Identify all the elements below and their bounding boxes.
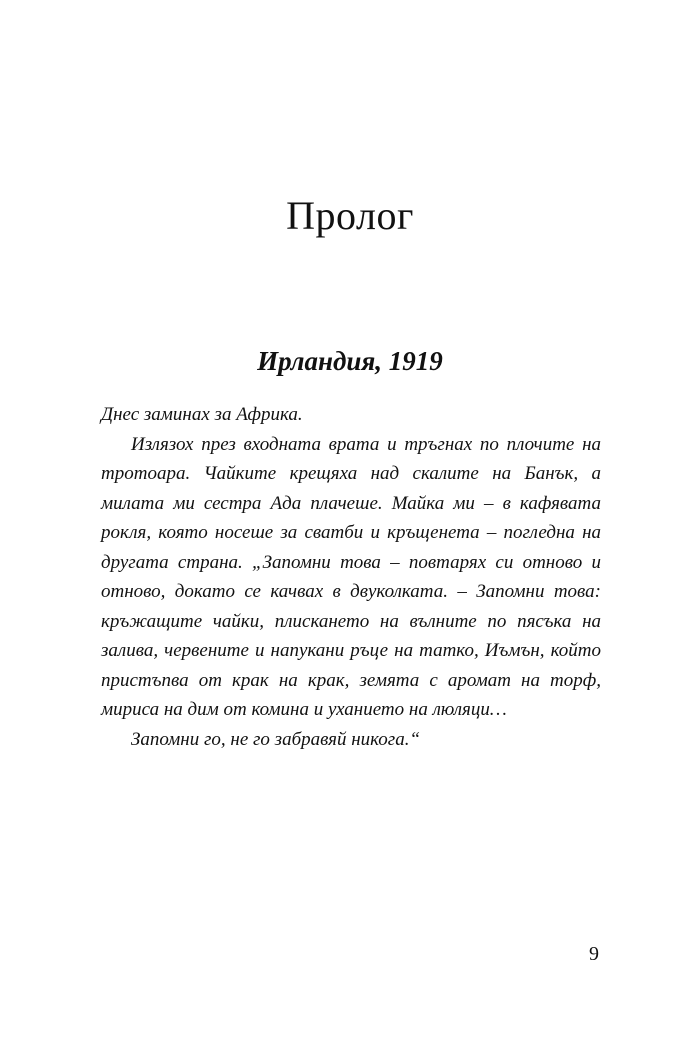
- chapter-title: Пролог: [286, 193, 414, 238]
- page-number: 9: [589, 943, 599, 965]
- chapter-subtitle: Ирландия, 1919: [257, 346, 443, 376]
- chapter-body: [101, 400, 601, 754]
- paragraph: Излязох през входната врата и тръгнах по плочите на тротоара. Чайките крещяха над скалите на Банък, а милата ми сестра Ада плачеше. Майка ми – в кафявата рокля, която носеше за сватби и кръщенета – погледна на другата страна. „Запомни това – повтарях си отново и отново, докато се качвах в двуколката. – Запомни това: кръжащите чайки, плискането на вълните по пясъка на залива, червените и напукани ръце на татко, Иъмън, който пристъпва от крак на крак, земята с аромат на торф, мириса на дим от комина и уханието на люляци…: [101, 433, 601, 720]
- paragraph: Запомни го, не го забравяй никога.“: [131, 728, 421, 750]
- paragraph: Днес заминах за Африка.: [101, 404, 303, 425]
